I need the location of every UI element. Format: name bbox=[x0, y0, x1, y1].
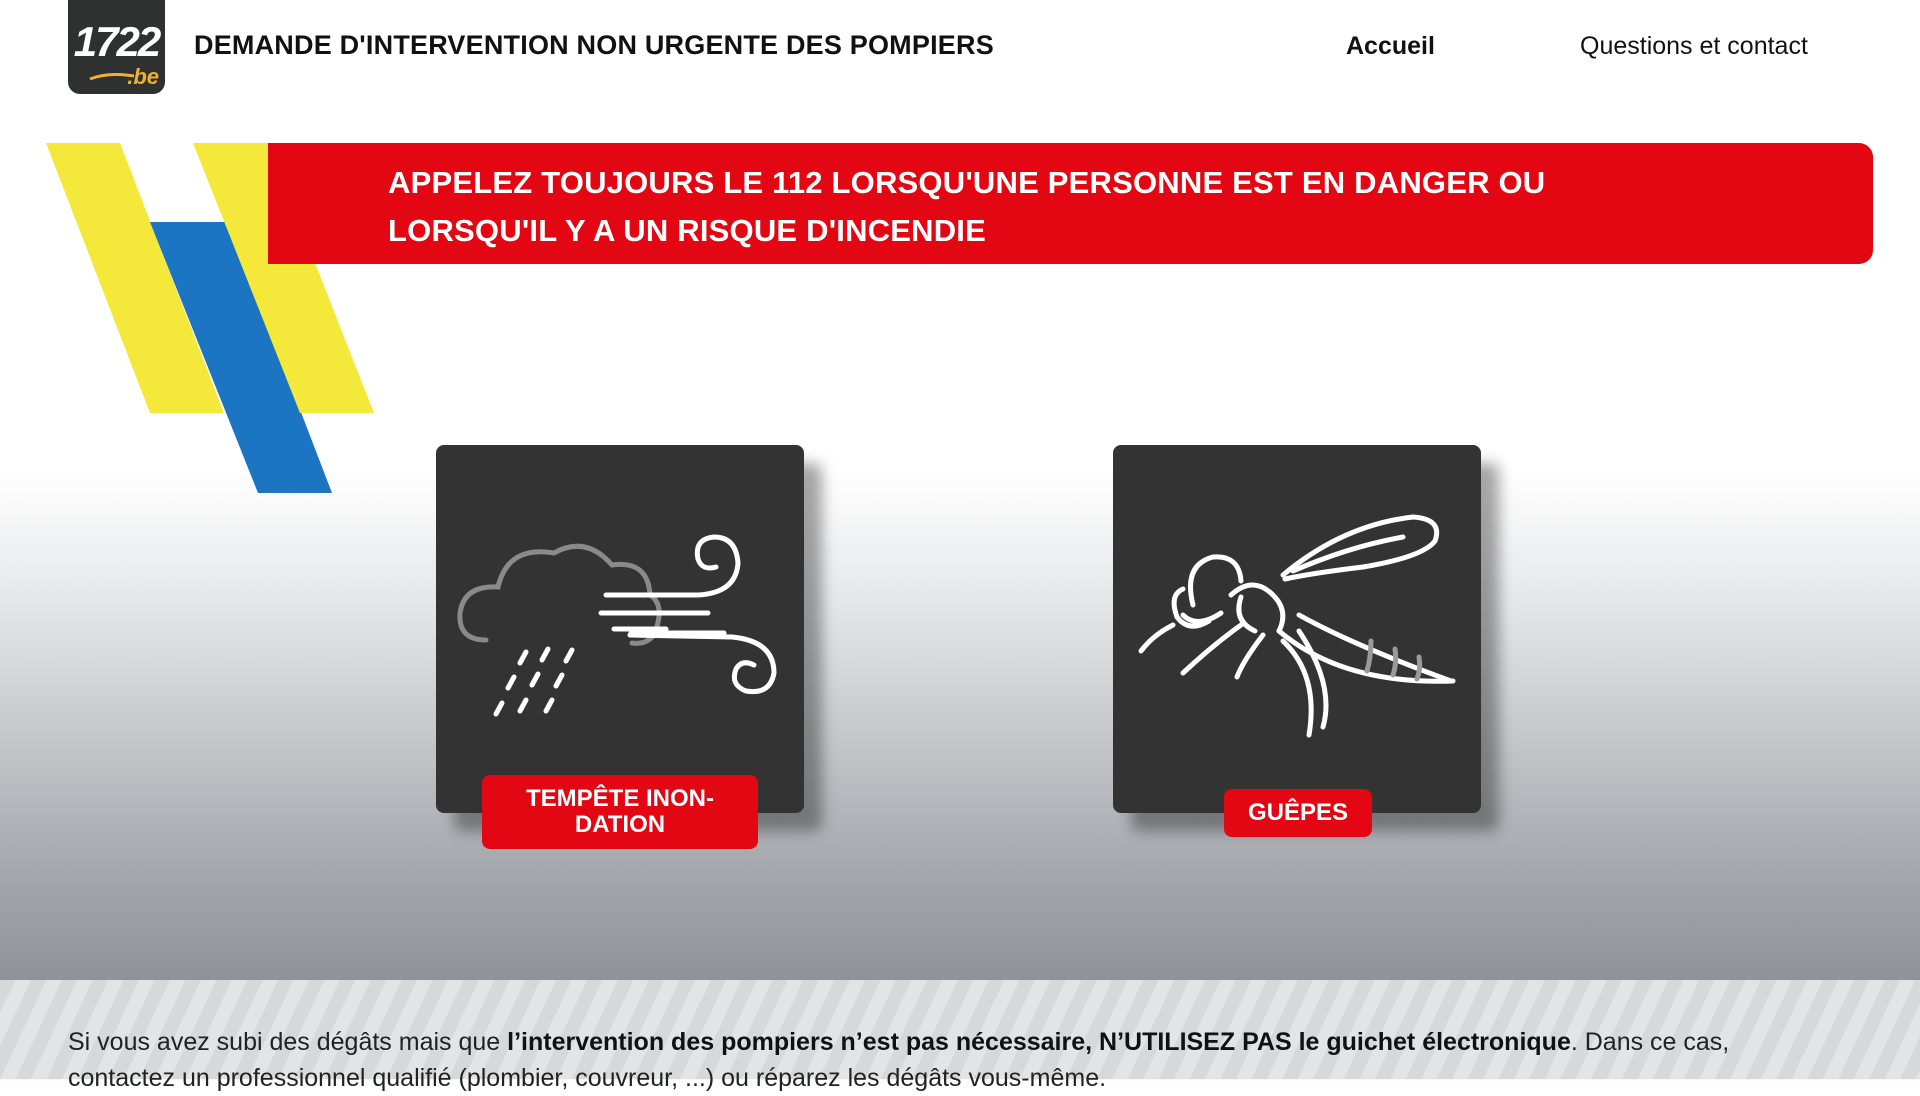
emergency-warning-banner bbox=[268, 143, 1873, 264]
info-text-line-2: contactez un professionnel qualifié (plombier, couvreur, ...) ou réparez les dégâts vous-même. bbox=[68, 1064, 1107, 1092]
wasps-label[interactable]: GUÊPES bbox=[1224, 789, 1372, 837]
site-header bbox=[0, 0, 1920, 110]
storm-flood-tile[interactable] bbox=[436, 445, 804, 838]
info-text-part-1: Si vous avez subi des dégâts mais que bbox=[68, 1028, 508, 1056]
banner-line-2: LORSQU'IL Y A UN RISQUE D'INCENDIE bbox=[388, 213, 986, 248]
info-text bbox=[68, 1024, 1868, 1096]
banner-line-1: APPELEZ TOUJOURS LE 112 LORSQU'UNE PERSONNE EST EN DANGER OU bbox=[388, 165, 1546, 200]
wasp-icon bbox=[1113, 445, 1481, 813]
nav-contact-link[interactable]: Questions et contact bbox=[1580, 32, 1808, 60]
storm-flood-label-line-2: DATION bbox=[574, 811, 666, 838]
logo-suffix: .be bbox=[127, 64, 159, 89]
storm-flood-label-line-1: TEMPÊTE INON- bbox=[525, 785, 714, 812]
storm-flood-label[interactable] bbox=[482, 775, 758, 849]
storm-icon bbox=[436, 445, 804, 813]
info-text-bold: l’intervention des pompiers n’est pas nécessaire, N’UTILISEZ PAS le guichet électronique bbox=[507, 1028, 1571, 1056]
logo-1722[interactable] bbox=[68, 0, 165, 94]
site-title: DEMANDE D'INTERVENTION NON URGENTE DES POMPIERS bbox=[194, 30, 994, 60]
logo-number: 1722 bbox=[73, 18, 160, 65]
wasps-tile[interactable] bbox=[1113, 445, 1481, 826]
info-band bbox=[0, 980, 1920, 1092]
nav-home-link[interactable]: Accueil bbox=[1346, 32, 1435, 60]
info-text-part-2: . Dans ce cas, bbox=[1570, 1028, 1730, 1056]
